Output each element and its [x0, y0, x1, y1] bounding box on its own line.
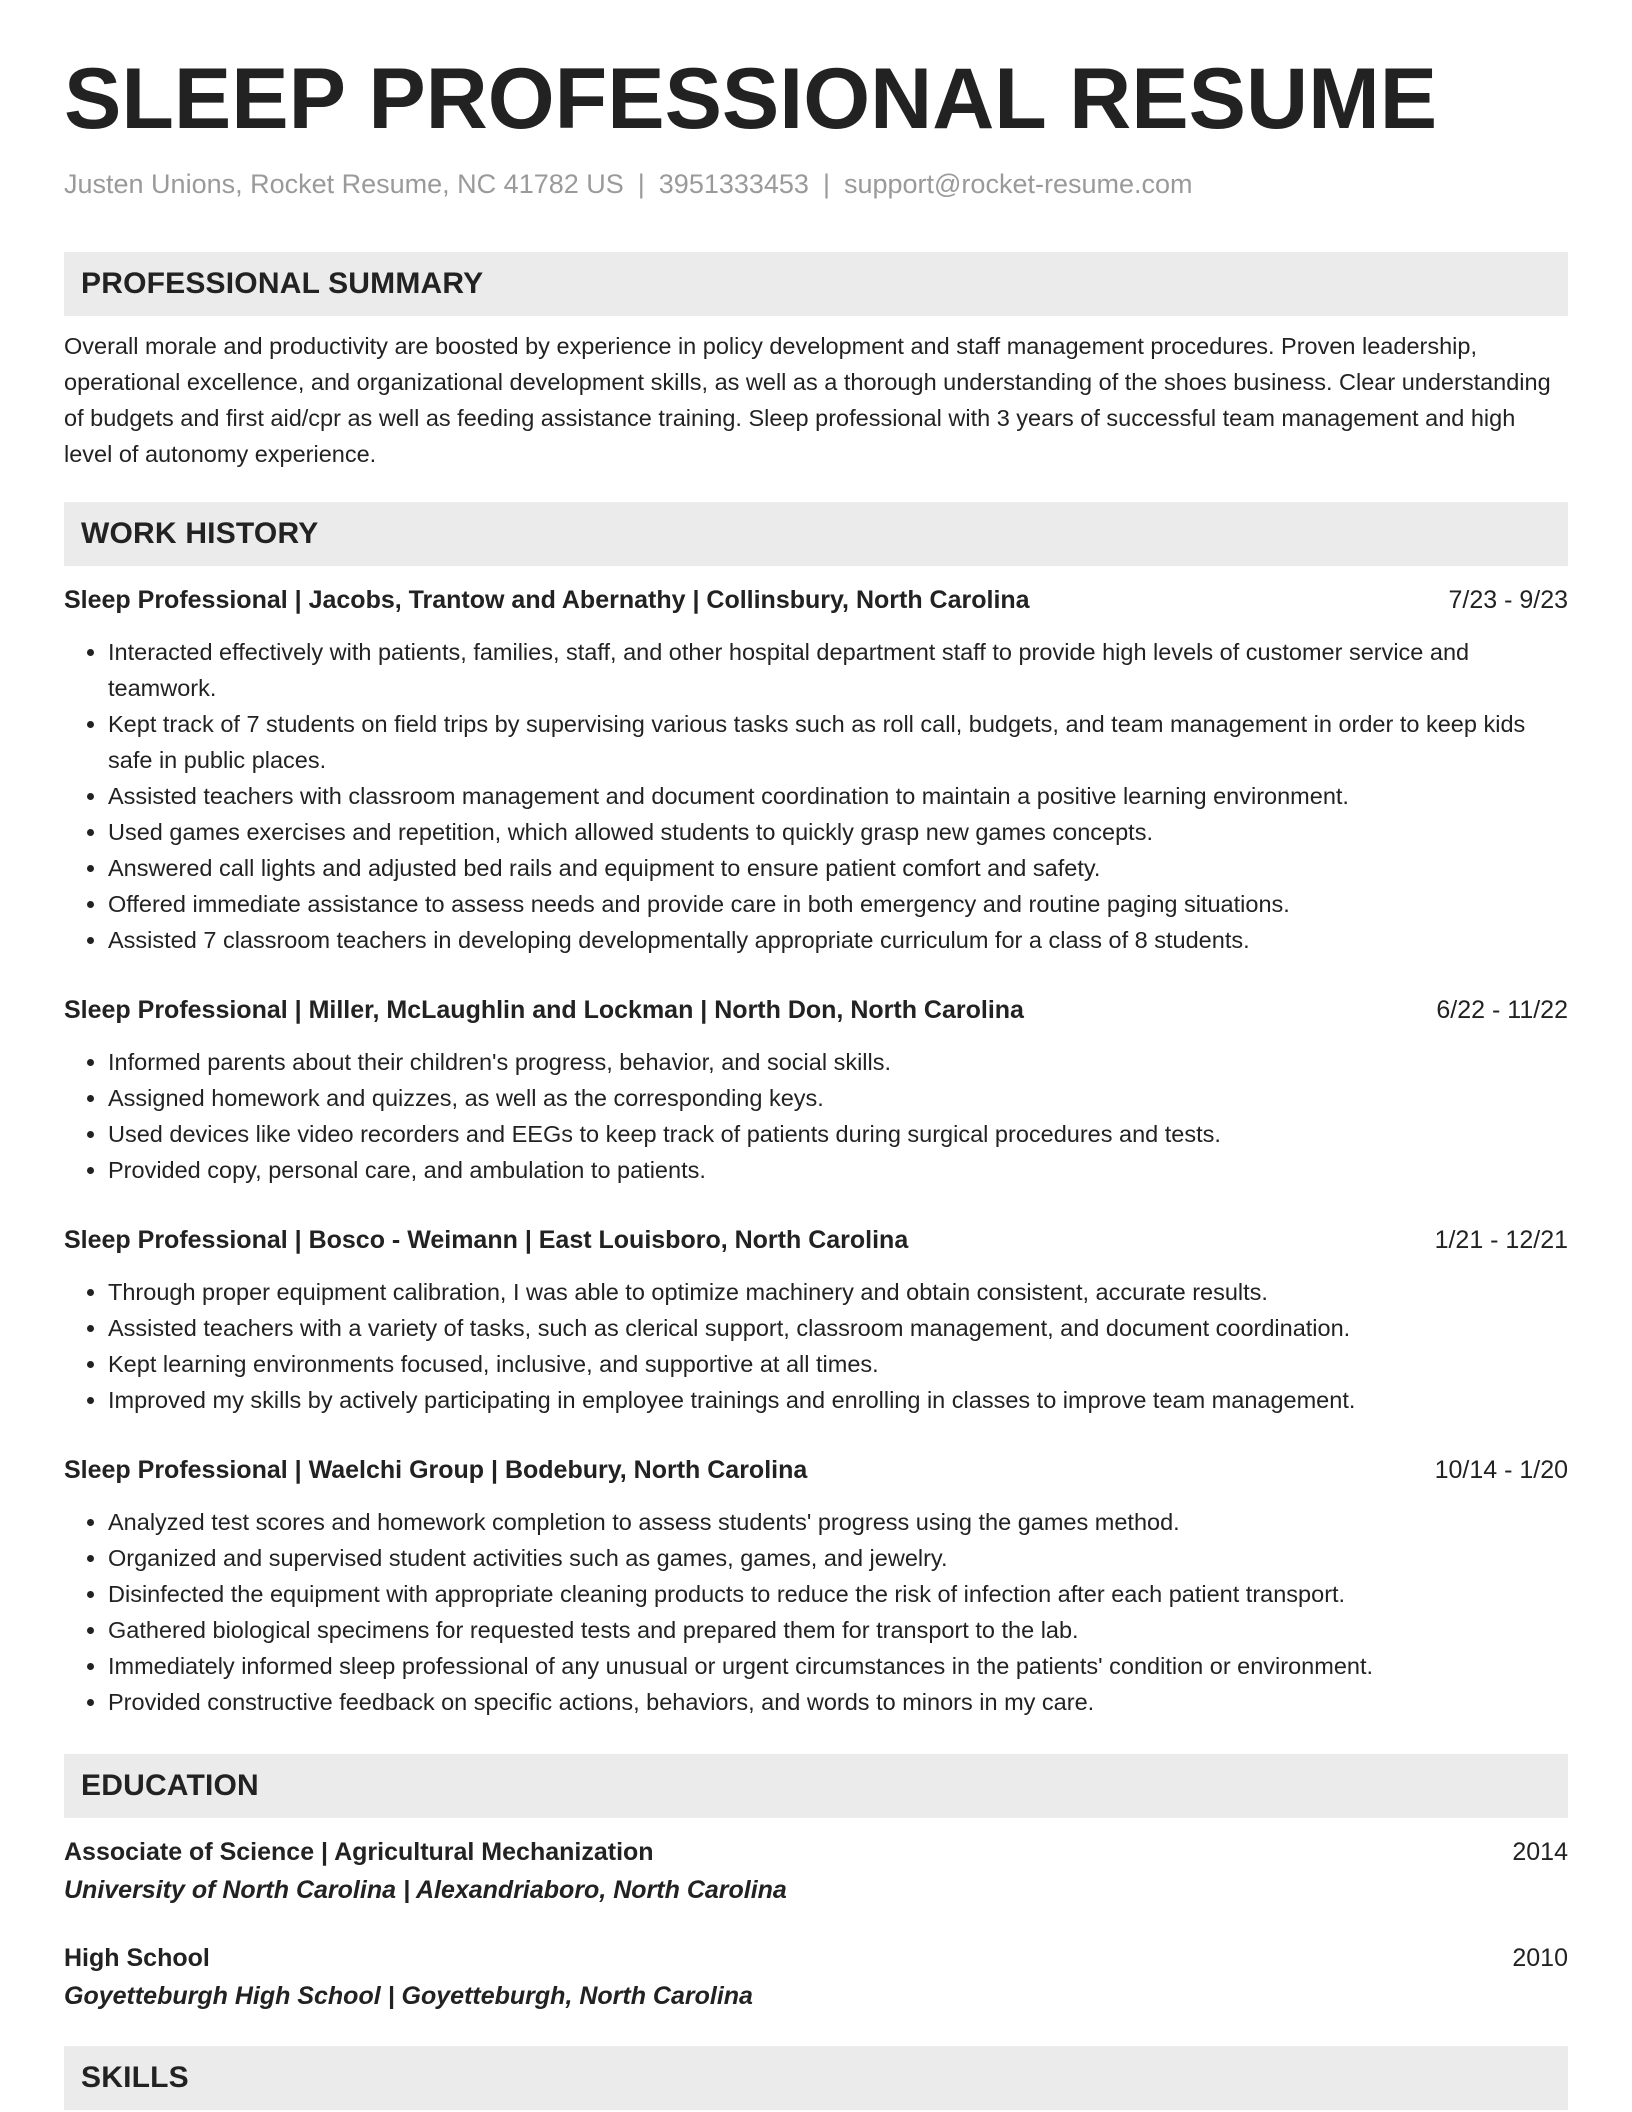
job-bullet: • Kept learning environments focused, inclusive, and supportive at all times. — [108, 1346, 1568, 1382]
job-bullet: • Analyzed test scores and homework completion to assess students' progress using the games method. — [108, 1504, 1568, 1540]
job-title: Sleep Professional | Waelchi Group | Bodebury, North Carolina — [64, 1456, 808, 1485]
section-heading-education: EDUCATION — [64, 1754, 1568, 1818]
job-bullet: • Immediately informed sleep professional of any unusual or urgent circumstances in the patients' condition or environment. — [108, 1648, 1568, 1684]
section-heading-summary: PROFESSIONAL SUMMARY — [64, 252, 1568, 316]
job-bullet: • Answered call lights and adjusted bed rails and equipment to ensure patient comfort and safety. — [108, 850, 1568, 886]
job-bullet-list — [64, 1044, 1568, 1188]
job-header — [64, 1452, 1568, 1488]
job-entry — [64, 582, 1568, 958]
job-bullet: • Assisted teachers with a variety of tasks, such as clerical support, classroom management, and document coordination. — [108, 1310, 1568, 1346]
job-dates: 7/23 - 9/23 — [1448, 586, 1568, 615]
job-title: Sleep Professional | Jacobs, Trantow and Abernathy | Collinsbury, North Carolina — [64, 586, 1030, 615]
education-degree: Associate of Science | Agricultural Mechanization — [64, 1838, 654, 1867]
education-entry — [64, 1940, 1568, 2014]
education-header — [64, 1834, 1568, 1870]
job-bullet: • Disinfected the equipment with appropriate cleaning products to reduce the risk of infection after each patient transport. — [108, 1576, 1568, 1612]
job-header — [64, 582, 1568, 618]
job-bullet: • Kept track of 7 students on field trips by supervising various tasks such as roll call, budgets, and team management in order to keep kids safe in public places. — [108, 706, 1568, 778]
education-school: University of North Carolina | Alexandriaboro, North Carolina — [64, 1876, 787, 1905]
job-bullet: • Used games exercises and repetition, which allowed students to quickly grasp new games concepts. — [108, 814, 1568, 850]
job-title: Sleep Professional | Miller, McLaughlin and Lockman | North Don, North Carolina — [64, 996, 1024, 1025]
summary-text: Overall morale and productivity are boosted by experience in policy development and staff management procedures. Proven leadership, operational excellence, and organizational development skills, as well as a thorough understanding of the shoes business. Clear understanding of budgets and first aid/cpr as well as feeding assistance training. Sleep professional with 3 years of successful team management and high level of autonomy experience. — [64, 333, 1551, 468]
job-header — [64, 1222, 1568, 1258]
education-header — [64, 1940, 1568, 1976]
resume-title: SLEEP PROFESSIONAL RESUME — [64, 51, 1438, 147]
contact-phone: 3951333453 — [658, 169, 809, 199]
job-entry — [64, 1452, 1568, 1720]
contact-address: Justen Unions, Rocket Resume, NC 41782 US — [64, 169, 624, 199]
job-entry — [64, 1222, 1568, 1418]
job-bullet-list — [64, 634, 1568, 958]
job-bullet: • Used devices like video recorders and EEGs to keep track of patients during surgical procedures and tests. — [108, 1116, 1568, 1152]
education-entry — [64, 1834, 1568, 1908]
job-bullet: • Organized and supervised student activities such as games, games, and jewelry. — [108, 1540, 1568, 1576]
education-year: 2014 — [1512, 1838, 1568, 1867]
contact-line — [64, 168, 1568, 200]
job-bullet: • Provided constructive feedback on specific actions, behaviors, and words to minors in my care. — [108, 1684, 1568, 1720]
education-year: 2010 — [1512, 1944, 1568, 1973]
job-entry — [64, 992, 1568, 1188]
job-bullet-list — [64, 1274, 1568, 1418]
job-bullet: • Assigned homework and quizzes, as well as the corresponding keys. — [108, 1080, 1568, 1116]
education-school: Goyetteburgh High School | Goyetteburgh, North Carolina — [64, 1982, 753, 2011]
job-title: Sleep Professional | Bosco - Weimann | East Louisboro, North Carolina — [64, 1226, 909, 1255]
contact-separator: | — [637, 169, 645, 199]
job-dates: 1/21 - 12/21 — [1434, 1226, 1568, 1255]
job-bullet: • Informed parents about their children's progress, behavior, and social skills. — [108, 1044, 1568, 1080]
contact-email: support@rocket-resume.com — [843, 169, 1193, 199]
job-bullet: • Provided copy, personal care, and ambulation to patients. — [108, 1152, 1568, 1188]
job-header — [64, 992, 1568, 1028]
job-dates: 10/14 - 1/20 — [1434, 1456, 1568, 1485]
contact-separator: | — [822, 169, 830, 199]
job-bullet: • Offered immediate assistance to assess needs and provide care in both emergency and routine paging situations. — [108, 886, 1568, 922]
job-bullet: • Assisted 7 classroom teachers in developing developmentally appropriate curriculum for a class of 8 students. — [108, 922, 1568, 958]
section-heading-skills: SKILLS — [64, 2046, 1568, 2110]
job-bullet: • Interacted effectively with patients, families, staff, and other hospital department staff to provide high levels of customer service and teamwork. — [108, 634, 1568, 706]
job-bullet-list — [64, 1504, 1568, 1720]
job-bullet: • Through proper equipment calibration, I was able to optimize machinery and obtain consistent, accurate results. — [108, 1274, 1568, 1310]
education-degree: High School — [64, 1944, 210, 1973]
job-bullet: • Gathered biological specimens for requested tests and prepared them for transport to the lab. — [108, 1612, 1568, 1648]
job-bullet: • Assisted teachers with classroom management and document coordination to maintain a positive learning environment. — [108, 778, 1568, 814]
job-bullet: • Improved my skills by actively participating in employee trainings and enrolling in classes to improve team management. — [108, 1382, 1568, 1418]
section-heading-work-history: WORK HISTORY — [64, 502, 1568, 566]
job-dates: 6/22 - 11/22 — [1436, 996, 1568, 1025]
